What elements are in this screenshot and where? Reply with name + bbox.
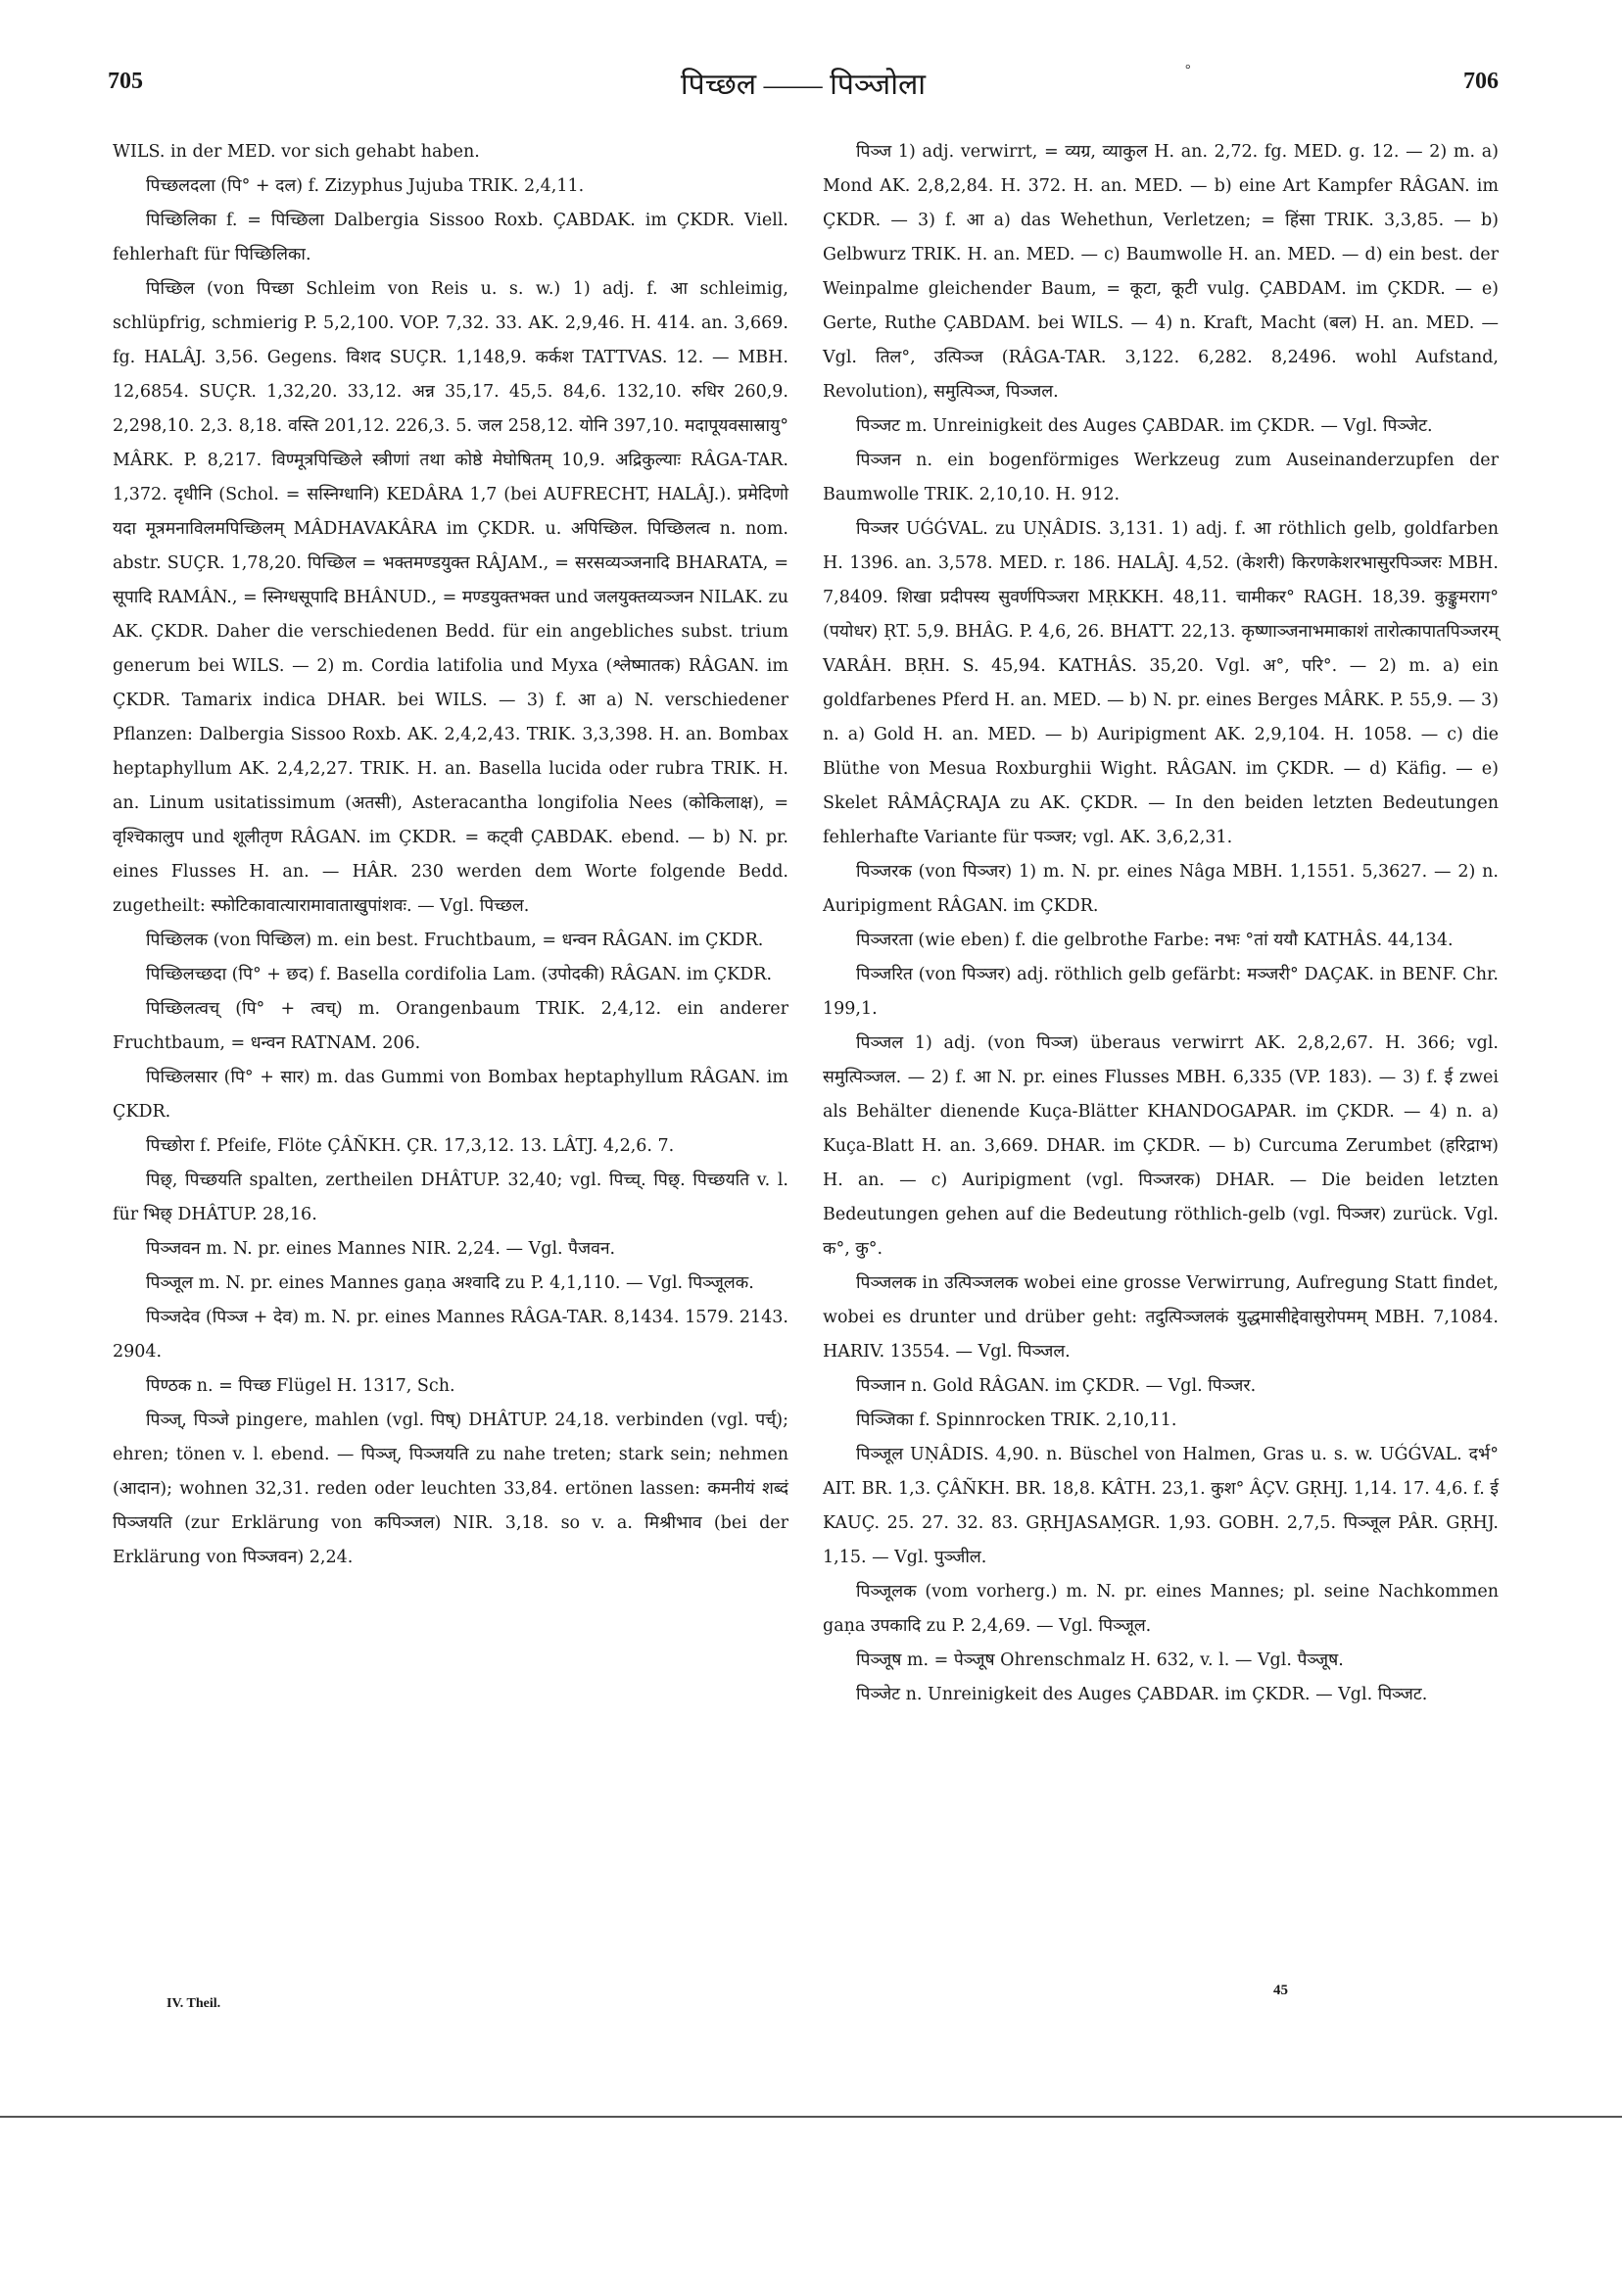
page-number-left: 705 — [108, 69, 143, 94]
dictionary-entry: पिण्ठक n. = पिच्छ Flügel H. 1317, Sch. — [146, 1376, 455, 1396]
dictionary-entry: पिञ्जूष m. = पेञ्जूष Ohrenschmalz H. 632, v. l. — Vgl. पैञ्जूष. — [856, 1650, 1344, 1670]
dictionary-entry: पिच्छोरा f. Pfeife, Flöte ÇÂÑKH. ÇR. 17,3,12. 13. LÂTJ. 4,2,6. 7. — [146, 1136, 675, 1156]
dictionary-entry: पिच्छलदला (पि° + दल) f. Zizyphus Jujuba TRIK. 2,4,11. — [146, 176, 585, 196]
dictionary-entry: पिच्छिल (von पिच्छा Schleim von Reis u. s. w.) 1) adj. f. आ schleimig, schlüpfrig, schmierig P. 5,2,100. VOP. 7,32. 33. AK. 2,9,46. H. 414. an. 3,669. fg. HALÂJ. 3,56. Gegens. विशद SUÇR. 1,148,9. कर्कश TATTVAS. 12. — MBH. 12,6854. SUÇR. 1,32,20. 33,12. अन्न 35,17. 45,5. 84,6. 132,10. रुधिर 260,9. 2,298,10. 2,3. 8,18. वस्ति 201,12. 226,3. 5. जल 258,12. योनि 397,10. मदापूयवसास्रायु° MÂRK. P. 8,217. विण्मूत्रपिच्छिले स्त्रीणां तथा कोष्ठे मेघोषितम् 10,9. अद्रिकुल्याः RÂGA-TAR. 1,372. दृधीनि (Schol. = सस्निग्धानि) KEDÂRA 1,7 (bei AUFRECHT, HALÂJ.). प्रमेदिणो यदा मूत्रमनाविलमपिच्छिलम् MÂDHAVAKÂRA im ÇKDR. u. अपिच्छिल. पिच्छिलत्व n. nom. abstr. SUÇR. 1,78,20. पिच्छिल = भक्तमण्डयुक्त RÂJAM., = सरसव्यञ्जनादि BHARATA, = सूपादि RAMÂN., = स्निग्धसूपादि BHÂNUD., = मण्डयुक्तभक्त und जलयुक्तव्यञ्जन NILAK. zu AK. ÇKDR. Daher die verschiedenen Bedd. für ein angebliches subst. trium generum bei WILS. — 2) m. Cordia latifolia und Myxa (श्लेष्मातक) RÂGAN. im ÇKDR. Tamarix indica DHAR. bei WILS. — 3) f. आ a) N. verschiedener Pflanzen: Dalbergia Sissoo Roxb. AK. 2,4,2,43. TRIK. 3,3,398. H. an. Bombax heptaphyllum AK. 2,4,2,27. TRIK. H. an. Basella lucida oder rubra TRIK. H. an. Linum usitatissimum (अतसी), Asteracantha longifolia Nees (कोकिलाक्ष), = वृश्चिकालुप und शूलीतृण RÂGAN. im ÇKDR. = कट्वी ÇABDAK. ebend. — b) N. pr. eines Flusses H. an. — HÂR. 230 werden dem Worte folgende Bedd. zugetheilt: स्फोटिकावात्यारामावाताखुपांशवः. — Vgl. पिच्छल. — [113, 279, 788, 916]
dictionary-entry: पिञ्जान n. Gold RÂGAN. im ÇKDR. — Vgl. पिञ्जर. — [856, 1376, 1257, 1396]
dictionary-entry: पिञ्जल 1) adj. (von पिञ्ज) überaus verwirrt AK. 2,8,2,67. H. 366; vgl. समुत्पिञ्जल. — 2) f. आ N. pr. eines Flusses MBH. 6,335 (VP. 183). — 3) f. ई zwei als Behälter dienende Kuça-Blätter KHANDOGAPAR. im ÇKDR. — 4) n. a) Kuça-Blatt H. an. 3,669. DHAR. im ÇKDR. — b) Curcuma Zerumbet (हरिद्राभ) H. an. — c) Auripigment (vgl. पिञ्जरक) DHAR. — Die beiden letzten Bedeutungen gehen auf die Bedeutung röthlich-gelb (vgl. पिञ्जर) zurück. Vgl. क°, कु°. — [823, 1033, 1499, 1259]
dictionary-entry: पिञ्जूल m. N. pr. eines Mannes gaṇa अश्वादि zu P. 4,1,110. — Vgl. पिञ्जूलक. — [146, 1273, 754, 1293]
dictionary-entry: पिञ्जूलक (vom vorherg.) m. N. pr. eines Mannes; pl. seine Nachkommen gaṇa उपकादि zu P. 2,4,69. — Vgl. पिञ्जूल. — [823, 1582, 1499, 1636]
dictionary-entry: पिच्छिलिका f. = पिच्छिला Dalbergia Sissoo Roxb. ÇABDAK. im ÇKDR. Viell. fehlerhaft für पिच्छिलिका. — [113, 211, 788, 264]
page-header — [108, 63, 1499, 108]
header-mark: ° — [1185, 63, 1191, 77]
dictionary-entry: पिञ्जलक in उत्पिञ्जलक wobei eine grosse Verwirrung, Aufregung Statt findet, wobei es drunter und drüber geht: तदुत्पिञ्जलकं युद्धमासीद्देवासुरोपमम् MBH. 7,1084. HARIV. 13554. — Vgl. पिञ्जल. — [823, 1273, 1499, 1362]
dictionary-entry: पिञ्ज 1) adj. verwirrt, = व्यग्र, व्याकुल H. an. 2,72. fg. MED. g. 12. — 2) m. a) Mond AK. 2,8,2,84. H. 372. H. an. MED. — b) eine Art Kampfer RÂGAN. im ÇKDR. — 3) f. आ a) das Wehethun, Verletzen; = हिंसा TRIK. 3,3,85. — b) Gelbwurz TRIK. H. an. MED. — c) Baumwolle H. an. MED. — d) ein best. der Weinpalme gleichender Baum, = कूटा, कूटी vulg. ÇABDAM. im ÇKDR. — e) Gerte, Ruthe ÇABDAM. bei WILS. — 4) n. Kraft, Macht (बल) H. an. MED. — Vgl. तिल°, उत्पिञ्ज (RÂGA-TAR. 3,122. 6,282. 8,2496. wohl Aufstand, Revolution), समुत्पिञ्ज, पिञ्जल. — [823, 142, 1499, 402]
page-number-right: 706 — [1463, 69, 1499, 94]
running-title: पिच्छल —— पिञ्जोला — [680, 69, 927, 101]
bottom-rule — [0, 2116, 1622, 2118]
left-column — [113, 135, 788, 1575]
dictionary-entry: WILS. in der MED. vor sich gehabt haben. — [113, 142, 480, 162]
dictionary-entry: पिञ्जट m. Unreinigkeit des Auges ÇABDAR. im ÇKDR. — Vgl. पिञ्जेट. — [856, 416, 1433, 436]
dictionary-entry: पिञ्जेट n. Unreinigkeit des Auges ÇABDAR. im ÇKDR. — Vgl. पिञ्जट. — [856, 1685, 1428, 1704]
dictionary-entry: पिञ्जूल UṆÂDIS. 4,90. n. Büschel von Halmen, Gras u. s. w. UǴǴVAL. दर्भ° AIT. BR. 1,3. ÇÂÑKH. BR. 18,8. KÂTH. 23,1. कुश° ÂÇV. GṚHJ. 1,14. 17. 4,6. f. ई KAUÇ. 25. 27. 32. 83. GṚHJASAṂGR. 1,93. GOBH. 2,7,5. पिञ्जूल PÂR. GṚHJ. 1,15. — Vgl. पुञ्जील. — [823, 1445, 1499, 1567]
dictionary-entry: पिञ्जरित (von पिञ्जर) adj. röthlich gelb gefärbt: मञ्जरी° DAÇAK. in BENF. Chr. 199,1. — [823, 965, 1499, 1019]
dictionary-entry: पिञ्जिका f. Spinnrocken TRIK. 2,10,11. — [856, 1411, 1177, 1430]
right-column — [823, 135, 1499, 1712]
dictionary-entry: पिच्छिलच्छदा (पि° + छद) f. Basella cordifolia Lam. (उपोदकी) RÂGAN. im ÇKDR. — [146, 965, 773, 984]
dictionary-entry: पिञ्ज्, पिञ्जे pingere, mahlen (vgl. पिष्) DHÂTUP. 24,18. verbinden (vgl. पर्च्); ehren; tönen v. l. ebend. — पिञ्ज्, पिञ्जयति zu nahe treten; stark sein; nehmen (आदान); wohnen 32,31. reden oder leuchten 33,84. ertönen lassen: कमनीयं शब्दं पिञ्जयति (zur Erklärung von कपिञ्जल) NIR. 3,18. so v. a. मिश्रीभाव (bei der Erklärung von पिञ्जवन) 2,24. — [113, 1411, 788, 1567]
dictionary-entry: पिच्छिलत्वच् (पि° + त्वच्) m. Orangenbaum TRIK. 2,4,12. ein anderer Fruchtbaum, = धन्वन RATNAM. 206. — [113, 999, 788, 1053]
dictionary-entry: पिञ्जर UǴǴVAL. zu UṆÂDIS. 3,131. 1) adj. f. आ röthlich gelb, goldfarben H. 1396. an. 3,578. MED. r. 186. HALÂJ. 4,52. (केशरी) किरणकेशरभासुरपिञ्जरः MBH. 7,8409. शिखा प्रदीपस्य सुवर्णपिञ्जरा MṚKKH. 48,11. चामीकर° RAGH. 18,39. कुङ्कुमराग° (पयोधर) ṚT. 5,9. BHÂG. P. 4,6, 26. BHATT. 22,13. कृष्णाञ्जनाभमाकाशं तारोत्कापातपिञ्जरम् VARÂH. BṚH. S. 45,94. KATHÂS. 35,20. Vgl. अ°, परि°. — 2) m. a) ein goldfarbenes Pferd H. an. MED. — b) N. pr. eines Berges MÂRK. P. 55,9. — 3) n. a) Gold H. an. MED. — b) Auripigment AK. 2,9,104. H. 1058. — c) die Blüthe von Mesua Roxburghii Wight. RÂGAN. im ÇKDR. — d) Käfig. — e) Skelet RÂMÂÇRAJA zu AK. ÇKDR. — In den beiden letzten Bedeutungen fehlerhafte Variante für पञ्जर; vgl. AK. 3,6,2,31. — [823, 519, 1499, 847]
dictionary-entry: पिछ्, पिच्छयति spalten, zertheilen DHÂTUP. 32,40; vgl. पिच्च्. पिछ्. पिच्छयति v. l. für भिछ् DHÂTUP. 28,16. — [113, 1171, 788, 1224]
dictionary-entry: पिञ्जन n. ein bogenförmiges Werkzeug zum Auseinanderzupfen der Baumwolle TRIK. 2,10,10. H. 912. — [823, 451, 1499, 504]
dictionary-entry: पिञ्जरता (wie eben) f. die gelbrothe Farbe: नभः °तां ययौ KATHÂS. 44,134. — [856, 931, 1454, 950]
signature-mark: 45 — [1273, 1983, 1288, 1998]
dictionary-entry: पिच्छिलक (von पिच्छिल) m. ein best. Fruchtbaum, = धन्वन RÂGAN. im ÇKDR. — [146, 931, 764, 950]
dictionary-entry: पिञ्जवन m. N. pr. eines Mannes NIR. 2,24. — Vgl. पैजवन. — [146, 1239, 616, 1259]
dictionary-entry: पिञ्जदेव (पिञ्ज + देव) m. N. pr. eines Mannes RÂGA-TAR. 8,1434. 1579. 2143. 2904. — [113, 1308, 788, 1362]
volume-note: IV. Theil. — [167, 1996, 221, 2011]
dictionary-entry: पिञ्जरक (von पिञ्जर) 1) m. N. pr. eines Nâga MBH. 1,1551. 5,3627. — 2) n. Auripigment RÂGAN. im ÇKDR. — [823, 862, 1499, 916]
dictionary-entry: पिच्छिलसार (पि° + सार) m. das Gummi von Bombax heptaphyllum RÂGAN. im ÇKDR. — [113, 1068, 788, 1122]
